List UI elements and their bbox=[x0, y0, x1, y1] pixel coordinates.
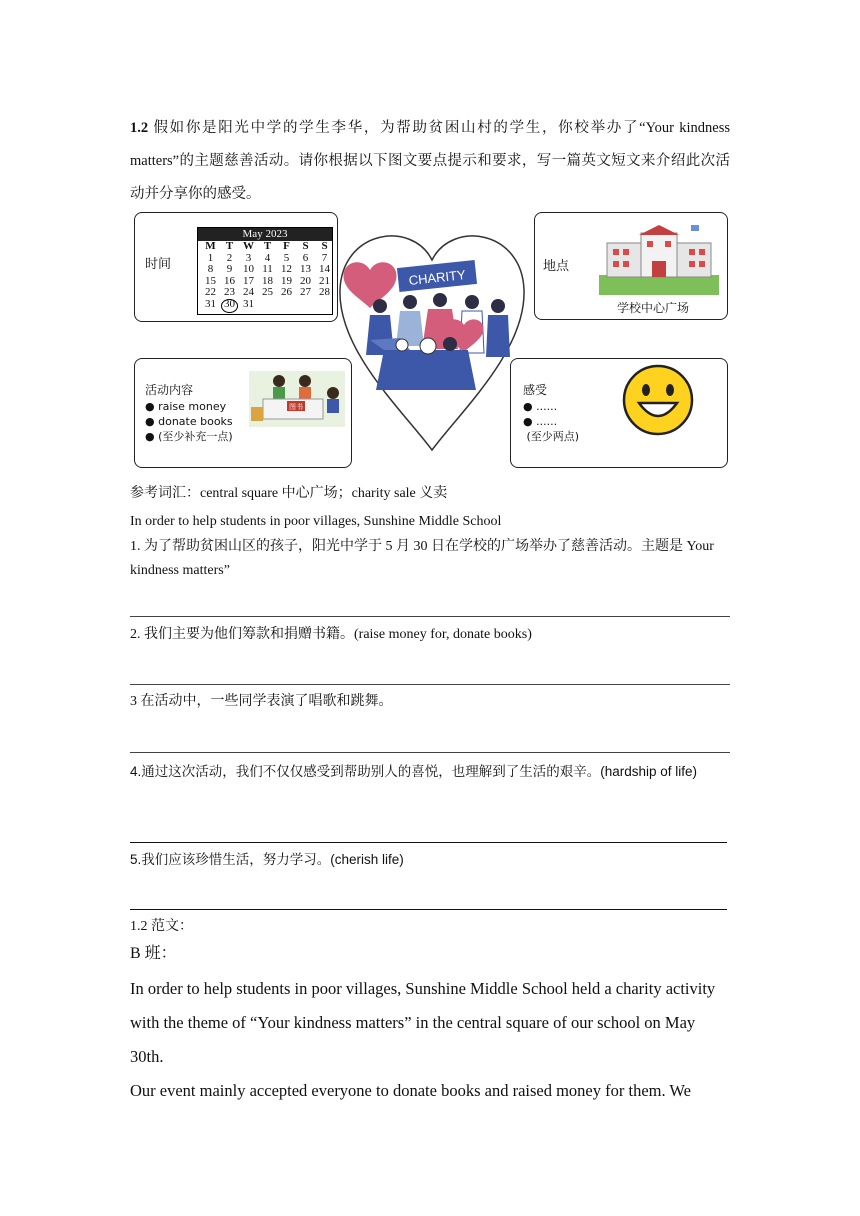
calendar-day: 13 bbox=[300, 263, 311, 275]
smiley-face-icon bbox=[621, 363, 695, 437]
calendar-weekday: S bbox=[321, 240, 328, 252]
list-item: ● ...... bbox=[523, 400, 558, 413]
calendar-day: 20 bbox=[300, 274, 311, 287]
time-panel bbox=[134, 212, 338, 322]
charity-banner-text: CHARITY bbox=[407, 267, 467, 288]
calendar-day: 25 bbox=[262, 286, 273, 298]
place-panel bbox=[534, 212, 728, 320]
answer-line-2[interactable] bbox=[130, 684, 730, 685]
answer-line-1[interactable] bbox=[130, 616, 730, 617]
prompt-item-5: 5.我们应该珍惜生活，努力学习。(cherish life) bbox=[130, 852, 404, 867]
place-caption: 学校中心广场 bbox=[617, 301, 690, 315]
calendar-day: 1 bbox=[207, 251, 214, 264]
task-prompt bbox=[130, 112, 730, 211]
sample-heading: 1.2 范文： bbox=[130, 919, 193, 934]
donation-box-icon bbox=[376, 350, 476, 390]
calendar-day: 24 bbox=[243, 286, 254, 298]
school-building-icon bbox=[599, 223, 719, 295]
calendar-day: 31 bbox=[205, 297, 216, 310]
content-panel bbox=[134, 358, 352, 468]
calendar-day: 4 bbox=[264, 251, 271, 264]
calendar-day bbox=[296, 299, 315, 311]
calendar-day: 30 bbox=[224, 297, 235, 310]
feeling-panel bbox=[510, 358, 728, 468]
heart-illustration bbox=[332, 220, 532, 460]
list-item: ● raise money bbox=[145, 400, 227, 413]
calendar-day: 28 bbox=[319, 286, 330, 298]
calendar-day: 19 bbox=[281, 274, 292, 287]
calendar-day: 3 bbox=[245, 251, 252, 264]
calendar-day: 17 bbox=[243, 274, 254, 287]
time-label: 时间 bbox=[145, 257, 172, 272]
calendar-day: 12 bbox=[281, 263, 292, 275]
class-label: B 班： bbox=[130, 945, 177, 962]
task-text: 假如你是阳光中学的学生李华，为帮助贫困山村的学生，你校举办了“Your kindness matters”的主题慈善活动。请你根据以下图文要点提示和要求，写一篇英文短文来介绍此次活动并分享你的感受。 bbox=[130, 120, 730, 202]
calendar bbox=[197, 227, 333, 315]
calendar-days bbox=[198, 253, 332, 311]
essay-paragraph-2: Our event mainly accepted everyone to donate books and raised money for them. We bbox=[130, 1081, 692, 1100]
calendar-day: 6 bbox=[302, 251, 309, 264]
task-number: 1.2 bbox=[130, 120, 149, 136]
list-item: ● (至少补充一点) bbox=[145, 430, 233, 443]
calendar-day: 27 bbox=[300, 286, 311, 298]
calendar-day: 16 bbox=[224, 274, 235, 287]
prompt-item-2: 2. 我们主要为他们筹款和捐赠书籍。(raise money for, donate books) bbox=[130, 627, 532, 642]
calendar-day: 15 bbox=[205, 274, 216, 287]
calendar-day: 21 bbox=[319, 274, 330, 287]
prompt-item-4: 4.通过这次活动，我们不仅仅感受到帮助别人的喜悦，也理解到了生活的艰辛。(hardship of life) bbox=[130, 764, 698, 779]
list-item: (至少两点) bbox=[526, 430, 580, 443]
calendar-weekdays bbox=[198, 241, 332, 253]
calendar-day: 8 bbox=[207, 263, 214, 275]
calendar-day: 11 bbox=[262, 263, 273, 275]
calendar-weekday: W bbox=[243, 240, 254, 252]
prompt-item-1: 1. 为了帮助贫困山区的孩子，阳光中学于 5 月 30 日在学校的广场举办了慈善活动。主题是 Your kindness matters” bbox=[130, 539, 714, 578]
calendar-day bbox=[258, 299, 277, 311]
date-circle-icon bbox=[221, 299, 238, 313]
calendar-weekday: T bbox=[225, 240, 234, 252]
calendar-day: 22 bbox=[205, 286, 216, 298]
calendar-day: 14 bbox=[319, 263, 330, 275]
answer-line-5[interactable] bbox=[130, 909, 727, 910]
feeling-list bbox=[523, 399, 579, 444]
lead-sentence: In order to help students in poor villages, Sunshine Middle School bbox=[130, 514, 502, 529]
place-label: 地点 bbox=[543, 259, 570, 274]
calendar-weekday: S bbox=[302, 240, 309, 252]
calendar-weekday: M bbox=[205, 240, 216, 252]
prompt-item-3: 3 在活动中，一些同学表演了唱歌和跳舞。 bbox=[130, 694, 393, 709]
vocabulary-hint: 参考词汇：central square 中心广场；charity sale 义卖 bbox=[130, 486, 448, 501]
calendar-day: 7 bbox=[321, 251, 328, 264]
answer-line-3[interactable] bbox=[130, 752, 730, 753]
calendar-day: 18 bbox=[262, 274, 273, 287]
calendar-day: 31 bbox=[243, 297, 254, 310]
calendar-day bbox=[277, 299, 296, 311]
book-stall-icon bbox=[249, 367, 345, 431]
calendar-day: 5 bbox=[283, 251, 290, 264]
calendar-day: 26 bbox=[281, 286, 292, 298]
prompt-figure bbox=[132, 210, 730, 472]
calendar-month: May 2023 bbox=[198, 228, 332, 241]
calendar-day: 2 bbox=[226, 251, 233, 264]
calendar-weekday: F bbox=[283, 240, 290, 252]
calendar-day: 10 bbox=[243, 263, 254, 275]
calendar-day: 23 bbox=[224, 286, 235, 298]
calendar-day: 9 bbox=[226, 263, 233, 275]
answer-line-4[interactable] bbox=[130, 842, 727, 843]
feeling-label: 感受 bbox=[523, 383, 548, 397]
stall-sign-text: 图书 bbox=[289, 403, 303, 411]
essay-paragraph-1: In order to help students in poor villages, Sunshine Middle School held a charity activity with the theme of “Your kindness matters” in the central square of our school on May 30th. bbox=[130, 979, 716, 1066]
content-label: 活动内容 bbox=[145, 383, 194, 397]
calendar-weekday: T bbox=[263, 240, 272, 252]
content-list bbox=[145, 399, 233, 444]
list-item: ● donate books bbox=[145, 415, 233, 428]
list-item: ● ...... bbox=[523, 415, 558, 428]
